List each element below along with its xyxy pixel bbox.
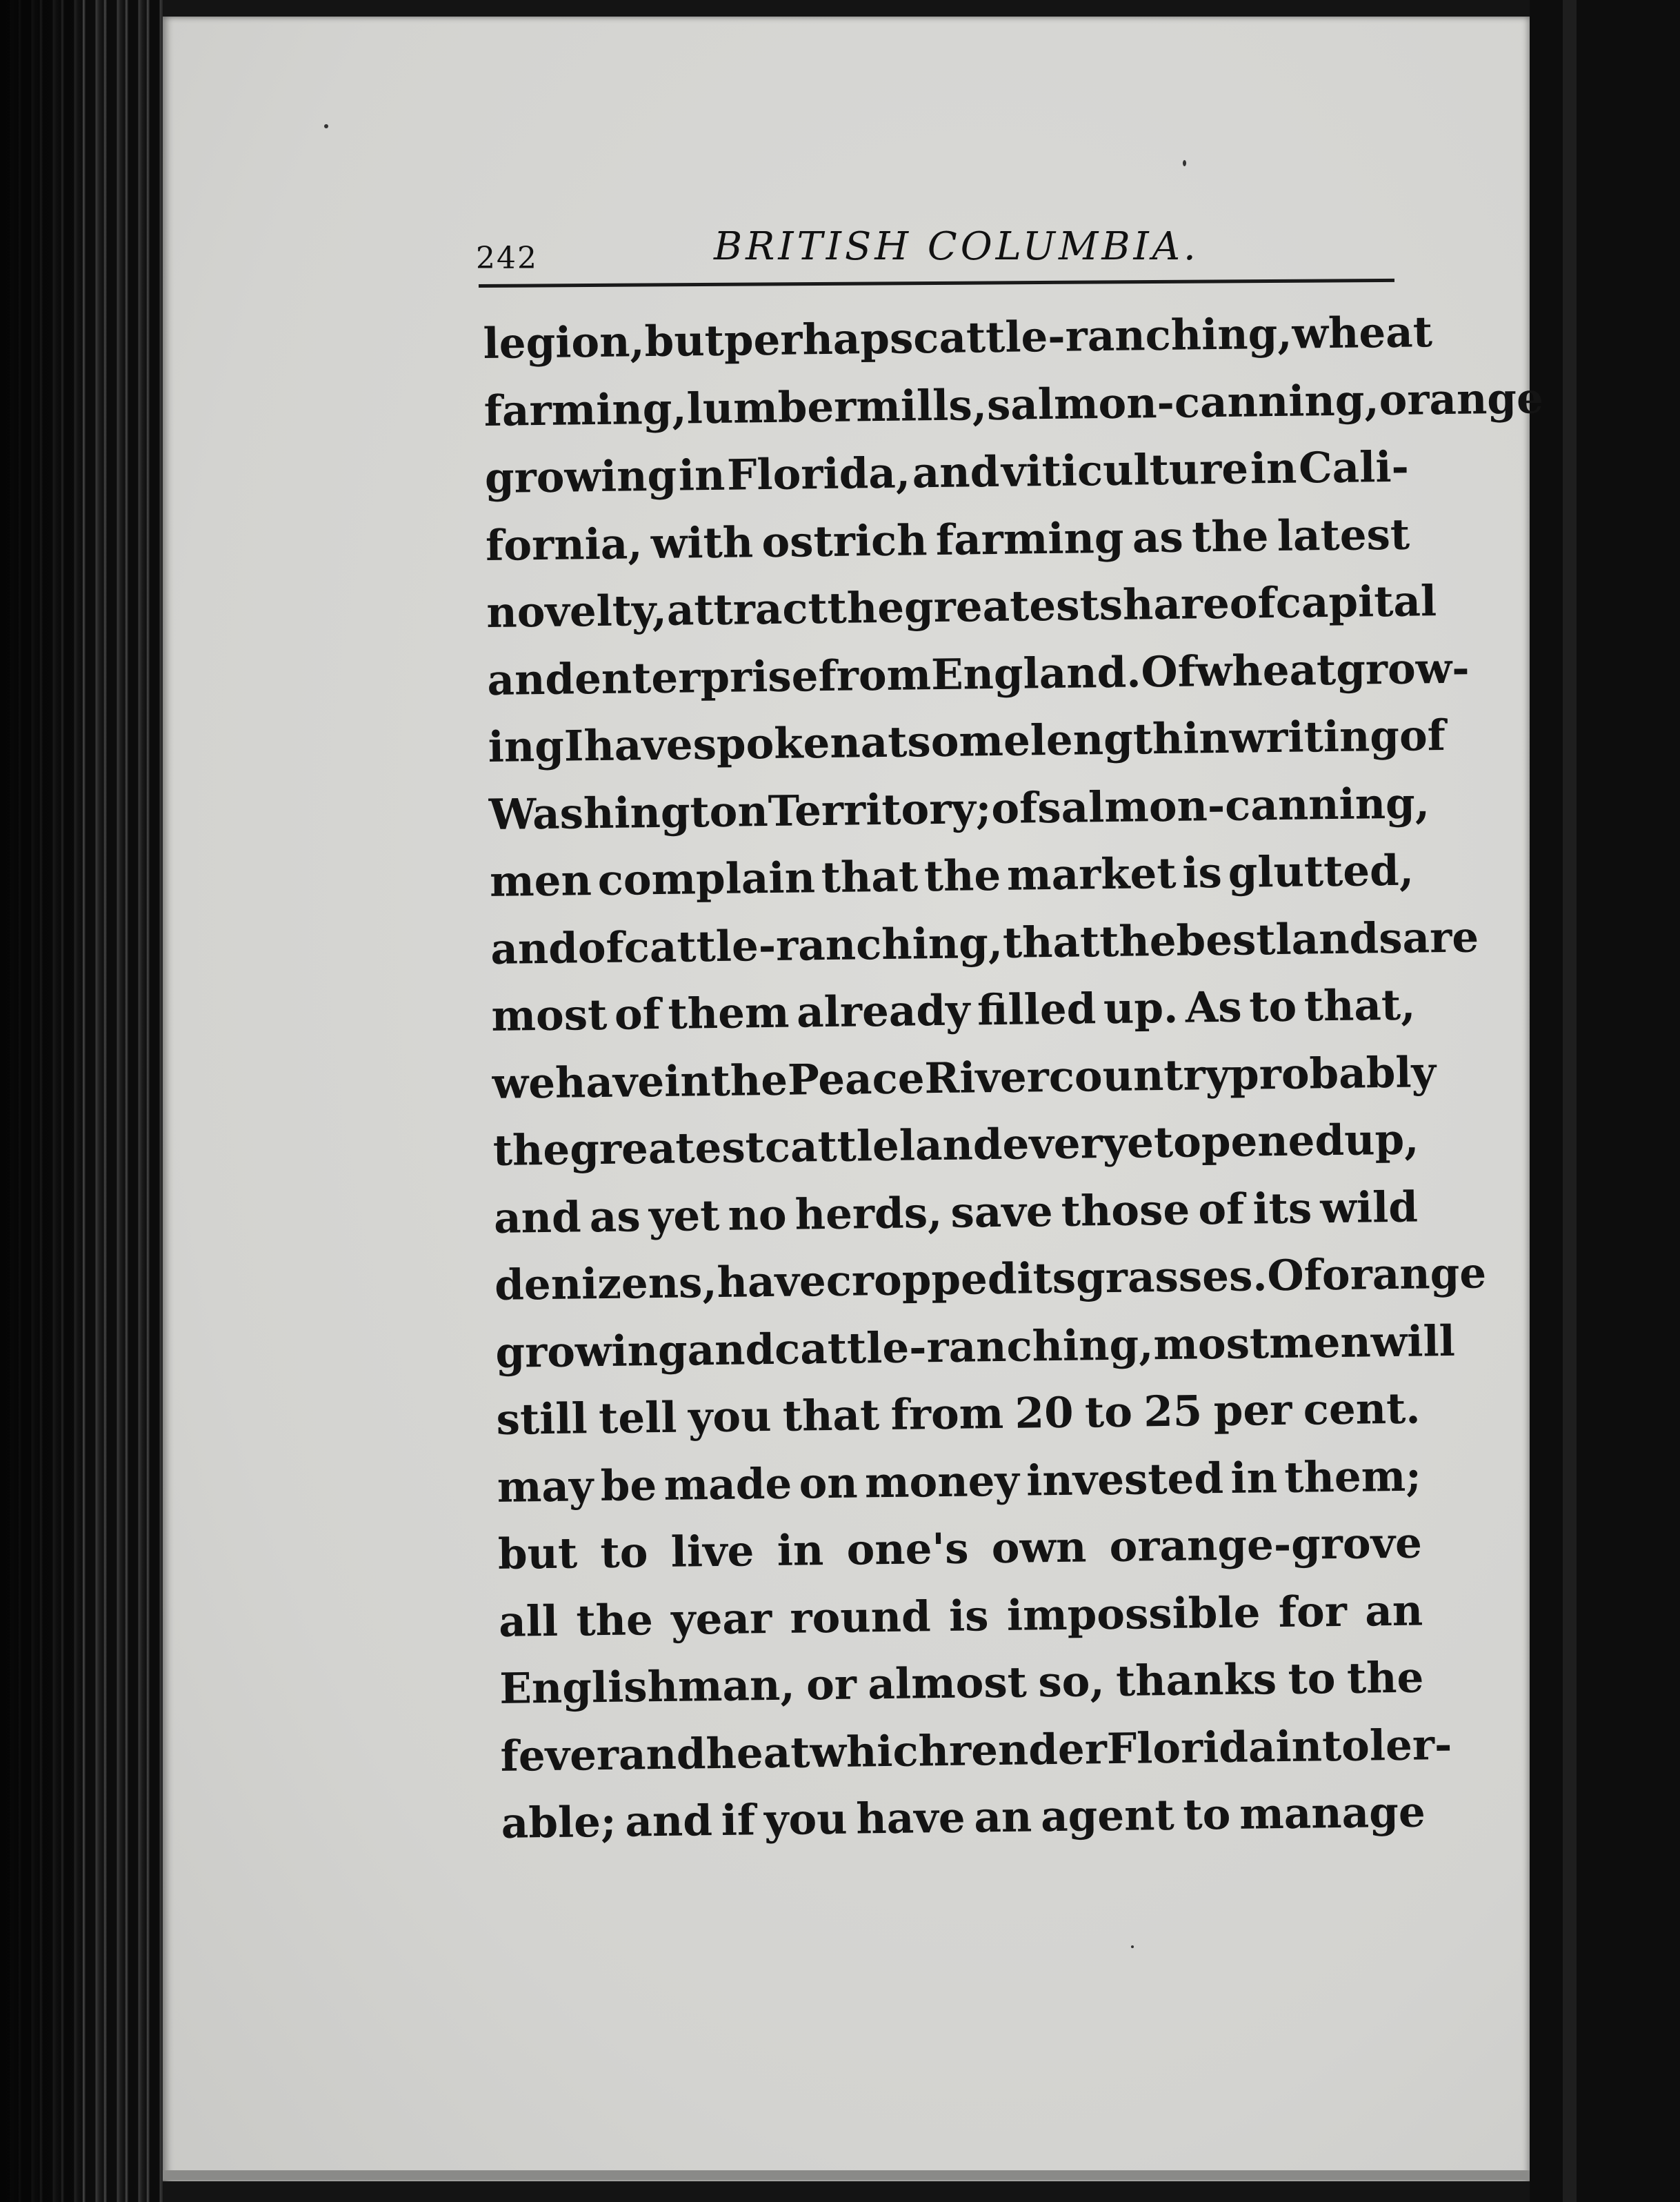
paper-speck bbox=[1183, 160, 1186, 166]
word: Englishman, bbox=[499, 1660, 796, 1714]
word: share bbox=[1099, 579, 1230, 631]
text-line bbox=[483, 299, 1433, 378]
word: of bbox=[990, 783, 1038, 833]
word: them bbox=[668, 988, 790, 1039]
word: fornia, bbox=[485, 519, 643, 571]
word: ever bbox=[1002, 1119, 1103, 1169]
word: ostrich bbox=[761, 515, 928, 567]
word: wild bbox=[1319, 1182, 1419, 1233]
word: orange bbox=[1379, 373, 1544, 425]
word: them; bbox=[1283, 1451, 1422, 1502]
text-line bbox=[494, 1241, 1487, 1320]
word: have bbox=[554, 1057, 665, 1108]
text-line bbox=[496, 1376, 1421, 1454]
word: the bbox=[710, 1055, 788, 1106]
word: England. bbox=[930, 647, 1141, 700]
word: country bbox=[1048, 1050, 1230, 1102]
word: lands bbox=[1275, 913, 1403, 964]
paper-speck bbox=[324, 124, 328, 128]
word: from bbox=[890, 1389, 1004, 1440]
word: is bbox=[948, 1591, 989, 1641]
word: with bbox=[650, 517, 754, 568]
word: to bbox=[600, 1528, 648, 1578]
word: so, bbox=[1037, 1657, 1106, 1707]
word: will bbox=[1370, 1316, 1456, 1367]
word: Of bbox=[1267, 1251, 1323, 1301]
word: Territory; bbox=[768, 784, 992, 836]
word: best bbox=[1176, 915, 1276, 966]
word: most bbox=[491, 990, 608, 1041]
word: which bbox=[809, 1726, 950, 1777]
word: for bbox=[1278, 1587, 1348, 1637]
text-line bbox=[499, 1644, 1424, 1723]
text-line bbox=[497, 1442, 1421, 1521]
word: cent. bbox=[1303, 1384, 1421, 1435]
word: to bbox=[1288, 1654, 1336, 1704]
word: some bbox=[906, 716, 1031, 767]
word: an bbox=[973, 1792, 1032, 1843]
word: filled bbox=[977, 984, 1097, 1035]
word: farming bbox=[935, 513, 1124, 565]
word: money bbox=[864, 1456, 1020, 1507]
word: in bbox=[678, 450, 726, 501]
word: from bbox=[818, 650, 932, 701]
text-line bbox=[500, 1712, 1452, 1790]
word: round bbox=[790, 1591, 932, 1643]
word: but bbox=[644, 316, 725, 367]
word: to bbox=[1183, 1789, 1231, 1840]
word: cropped bbox=[826, 1254, 1017, 1307]
text-line bbox=[486, 501, 1410, 579]
word: market bbox=[1006, 849, 1177, 900]
word: its bbox=[1252, 1183, 1312, 1233]
word: opened bbox=[1172, 1115, 1345, 1167]
word: manage bbox=[1239, 1787, 1426, 1839]
word: Florida bbox=[1106, 1722, 1276, 1774]
word: writing bbox=[1229, 711, 1400, 763]
word: men bbox=[1268, 1317, 1372, 1368]
text-line bbox=[488, 770, 1430, 849]
word: heat bbox=[706, 1727, 810, 1778]
word: Washington bbox=[488, 786, 769, 840]
word: fever bbox=[500, 1730, 619, 1781]
text-line bbox=[483, 366, 1544, 445]
word: 20 bbox=[1014, 1388, 1074, 1438]
word: able; bbox=[501, 1797, 617, 1848]
word: perhaps bbox=[723, 314, 914, 366]
word: grasses. bbox=[1075, 1251, 1268, 1303]
running-title: BRITISH COLUMBIA. bbox=[714, 224, 1199, 269]
word: the bbox=[1099, 916, 1177, 966]
word: save bbox=[950, 1187, 1054, 1238]
word: mills, bbox=[855, 380, 988, 431]
text-line bbox=[491, 972, 1416, 1051]
word: and bbox=[624, 1796, 713, 1847]
word: and bbox=[687, 1325, 775, 1375]
word: an bbox=[1364, 1585, 1423, 1636]
word: complain bbox=[597, 853, 816, 906]
word: orange-grove bbox=[1109, 1518, 1423, 1572]
word: cattle-ranching, bbox=[774, 1320, 1154, 1374]
word: and bbox=[618, 1729, 707, 1780]
word: be bbox=[600, 1460, 657, 1511]
word: intoler- bbox=[1275, 1720, 1452, 1772]
text-line bbox=[490, 837, 1414, 916]
word: the bbox=[827, 583, 905, 633]
word: that bbox=[821, 852, 919, 903]
word: on bbox=[799, 1458, 859, 1509]
word: as bbox=[1132, 513, 1184, 563]
word: glutted, bbox=[1228, 846, 1414, 897]
word: is bbox=[1181, 848, 1223, 898]
word: Florida, bbox=[726, 448, 911, 500]
word: and bbox=[912, 447, 1000, 498]
word: have bbox=[583, 720, 694, 771]
word: of bbox=[1197, 1184, 1245, 1234]
word: greatest bbox=[903, 581, 1100, 633]
word: that, bbox=[1303, 980, 1416, 1031]
word: and bbox=[493, 1192, 582, 1243]
word: orange bbox=[1321, 1249, 1487, 1300]
word: capital bbox=[1275, 577, 1437, 628]
page-bottom-edge bbox=[163, 2170, 1530, 2180]
word: 25 bbox=[1143, 1387, 1203, 1437]
text-line bbox=[495, 1308, 1456, 1387]
word: have bbox=[855, 1793, 966, 1844]
word: are bbox=[1402, 912, 1479, 963]
word: year bbox=[670, 1594, 772, 1645]
word: impossible bbox=[1006, 1587, 1261, 1640]
word: agent bbox=[1040, 1790, 1175, 1842]
word: salmon-canning, bbox=[1037, 778, 1430, 833]
word: cattle-ranching, bbox=[912, 309, 1292, 364]
text-line bbox=[497, 1509, 1422, 1588]
word: you bbox=[688, 1392, 772, 1442]
word: all bbox=[498, 1596, 559, 1647]
text-line bbox=[486, 568, 1437, 647]
word: per bbox=[1213, 1385, 1292, 1436]
word: that bbox=[1002, 917, 1100, 968]
word: Peace bbox=[787, 1053, 925, 1105]
text-line bbox=[501, 1778, 1426, 1857]
word: thanks bbox=[1115, 1655, 1277, 1706]
word: enterprise bbox=[574, 651, 819, 704]
word: almost bbox=[867, 1658, 1028, 1709]
word: men bbox=[489, 856, 592, 906]
word: render bbox=[948, 1724, 1108, 1776]
text-line bbox=[492, 1107, 1417, 1185]
word: River bbox=[924, 1052, 1050, 1103]
word: cattle bbox=[764, 1121, 900, 1173]
word: in bbox=[1250, 444, 1297, 494]
word: the bbox=[1191, 511, 1269, 562]
text-line bbox=[487, 635, 1470, 714]
word: one's bbox=[846, 1524, 969, 1575]
word: greatest bbox=[569, 1123, 766, 1175]
word: as bbox=[589, 1191, 641, 1242]
word: latest bbox=[1277, 510, 1410, 561]
word: in bbox=[1182, 713, 1230, 764]
word: cattle-ranching, bbox=[623, 918, 1003, 973]
word: and bbox=[487, 654, 575, 705]
word: viticulture bbox=[1001, 444, 1249, 497]
word: most bbox=[1152, 1318, 1270, 1369]
word: at bbox=[860, 717, 908, 768]
text-line bbox=[499, 1577, 1423, 1656]
word: novelty, bbox=[486, 586, 668, 637]
text-line bbox=[488, 703, 1446, 782]
word: up, bbox=[1343, 1115, 1419, 1165]
word: in bbox=[663, 1056, 712, 1107]
word: of bbox=[1399, 711, 1446, 761]
word: may bbox=[497, 1461, 594, 1512]
word: the bbox=[576, 1595, 654, 1645]
word: to bbox=[1084, 1387, 1133, 1438]
page-number: 242 bbox=[476, 241, 538, 276]
word: the bbox=[923, 851, 1001, 902]
word: the bbox=[492, 1125, 570, 1176]
word: denizens, bbox=[494, 1258, 718, 1310]
word: in bbox=[1230, 1453, 1278, 1503]
word: growing bbox=[495, 1325, 688, 1378]
word: own bbox=[991, 1522, 1087, 1574]
word: land bbox=[899, 1120, 1003, 1171]
word: its bbox=[1017, 1253, 1077, 1304]
text-line bbox=[493, 1173, 1418, 1252]
word: and bbox=[490, 923, 579, 974]
word: you bbox=[763, 1794, 848, 1845]
word: but bbox=[497, 1529, 578, 1579]
word: to bbox=[1248, 982, 1297, 1032]
word: grow- bbox=[1335, 644, 1470, 695]
text-line bbox=[484, 434, 1409, 513]
word: attract bbox=[666, 584, 828, 635]
word: yet bbox=[648, 1191, 720, 1241]
word: still bbox=[496, 1394, 588, 1445]
word: spoken bbox=[692, 718, 861, 770]
word: length bbox=[1030, 714, 1183, 766]
word: if bbox=[721, 1796, 756, 1845]
word: As bbox=[1185, 982, 1243, 1033]
word: of bbox=[1229, 578, 1277, 628]
word: salmon-canning, bbox=[986, 375, 1380, 430]
word: wheat bbox=[1195, 645, 1337, 696]
word: live bbox=[670, 1527, 754, 1577]
word: already bbox=[796, 986, 970, 1038]
text-line bbox=[492, 1039, 1437, 1118]
word: of bbox=[577, 923, 625, 973]
word: those bbox=[1061, 1185, 1190, 1236]
word: growing bbox=[484, 451, 677, 503]
word: of bbox=[614, 989, 661, 1040]
running-head bbox=[476, 224, 1393, 286]
book-edge-right-line bbox=[1563, 0, 1577, 2202]
word: lumber bbox=[686, 381, 857, 433]
paper-speck bbox=[1131, 1945, 1134, 1948]
word: or bbox=[806, 1660, 857, 1710]
word: Cali- bbox=[1298, 442, 1410, 493]
body-text bbox=[483, 299, 1544, 1858]
word: made bbox=[663, 1459, 792, 1510]
word: the bbox=[1346, 1653, 1424, 1703]
word: yet bbox=[1102, 1118, 1174, 1169]
word: tell bbox=[598, 1393, 677, 1444]
word: we bbox=[492, 1058, 556, 1109]
word: herds, bbox=[794, 1188, 943, 1240]
word: up. bbox=[1103, 983, 1179, 1034]
word: I bbox=[563, 722, 584, 771]
word: invested bbox=[1026, 1454, 1224, 1505]
word: in bbox=[777, 1526, 824, 1576]
word: farming, bbox=[483, 384, 688, 436]
word: legion, bbox=[483, 317, 646, 368]
word: that bbox=[782, 1391, 880, 1441]
book-edge-shadow bbox=[0, 0, 83, 2202]
word: probably bbox=[1229, 1047, 1437, 1100]
word: Of bbox=[1141, 646, 1197, 697]
word: wheat bbox=[1292, 308, 1433, 359]
book-edge-right bbox=[1530, 0, 1680, 2202]
text-line bbox=[490, 904, 1479, 983]
word: no bbox=[728, 1190, 787, 1240]
word: ing bbox=[488, 722, 565, 772]
word: have bbox=[717, 1257, 827, 1307]
